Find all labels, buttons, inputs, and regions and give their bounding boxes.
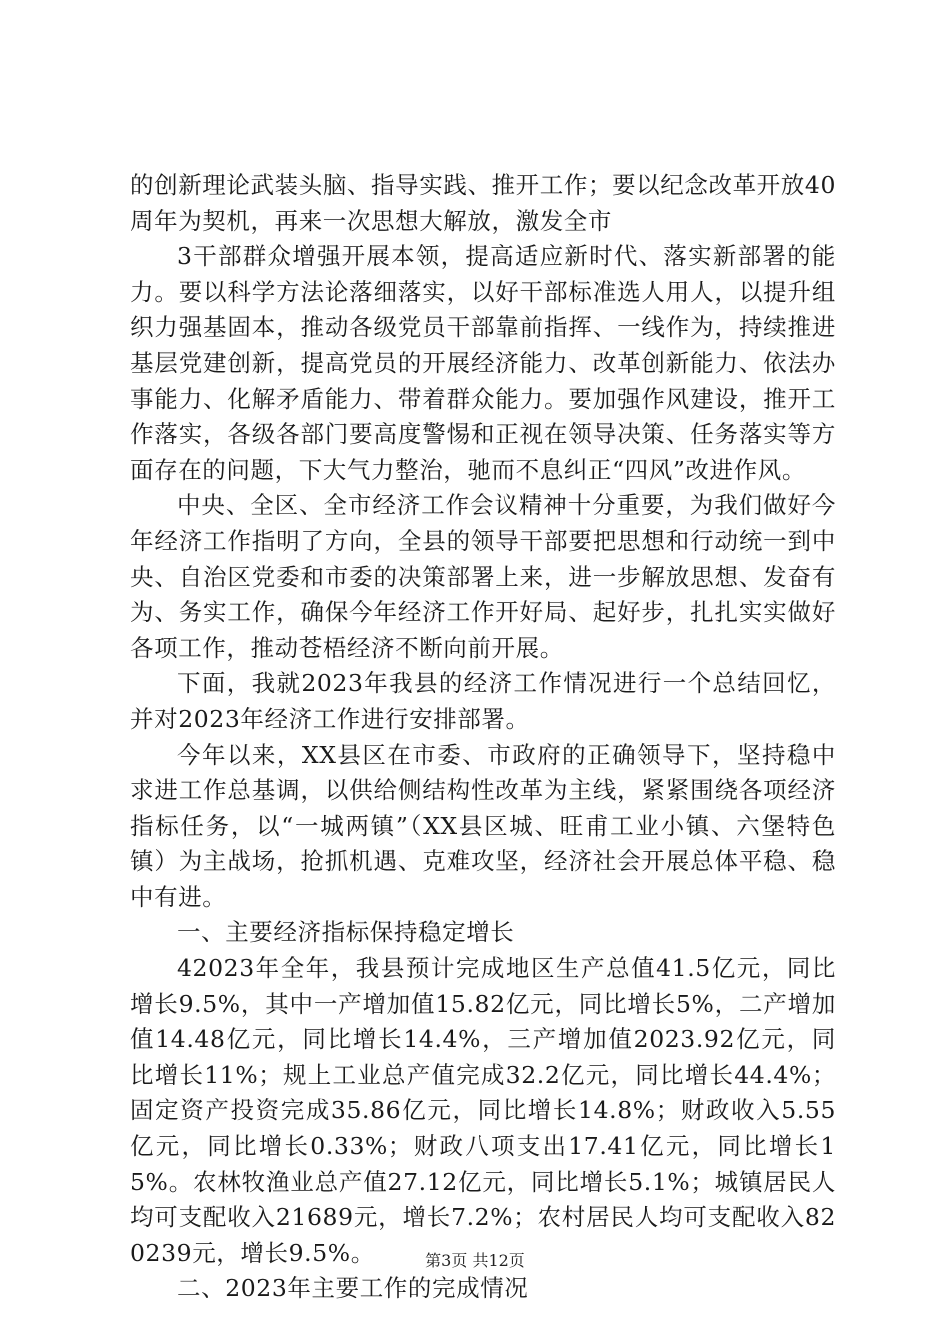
page-footer: 第3页 共12页 bbox=[425, 1251, 525, 1270]
paragraph-3: 中央、全区、全市经济工作会议精神十分重要，为我们做好今年经济工作指明了方向，全县的领导干部要把思想和行动统一到中央、自治区党委和市委的决策部署上来，进一步解放思想、发奋有为、务实工作，确保今年经济工作开好局、起好步，扎扎实实做好各项工作，推动苍梧经济不断向前开展。 bbox=[130, 491, 836, 662]
paragraph-2: 3干部群众增强开展本领，提高适应新时代、落实新部署的能力。要以科学方法论落细落实，以好干部标准选人用人，以提升组织力强基固本，推动各级党员干部靠前指挥、一线作为，持续推进基层党建创新，提高党员的开展经济能力、改革创新能力、依法办事能力、化解矛盾能力、带着群众能力。要加强作风建设，推开工作落实，各级各部门要高度警惕和正视在领导决策、任务落实等方面存在的问题，下大气力整治，驰而不息纠正“四风”改进作风。 bbox=[130, 242, 836, 484]
paragraph-4: 下面，我就2023年我县的经济工作情况进行一个总结回忆，并对2023年经济工作进行安排部署。 bbox=[130, 669, 836, 733]
section-heading-1: 一、主要经济指标保持稳定增长 bbox=[177, 918, 515, 947]
document-body bbox=[130, 168, 836, 1307]
section-heading-2: 二、2023年主要工作的完成情况 bbox=[177, 1274, 529, 1303]
paragraph-5: 今年以来，XX县区在市委、市政府的正确领导下，坚持稳中求进工作总基调，以供给侧结构性改革为主线，紧紧围绕各项经济指标任务，以“一城两镇”（XX县区城、旺甫工业小镇、六堡特色镇）为主战场，抢抓机遇、克难攻坚，经济社会开展总体平稳、稳中有进。 bbox=[130, 740, 836, 911]
paragraph-6: 42023年全年，我县预计完成地区生产总值41.5亿元，同比增长9.5%，其中一产增加值15.82亿元，同比增长5%，二产增加值14.48亿元，同比增长14.4%，三产增加值2023.92亿元，同比增长11%；规上工业总产值完成32.2亿元，同比增长44.4%；固定资产投资完成35.86亿元，同比增长14.8%；财政收入5.55亿元，同比增长0.33%；财政八项支出17.41亿元，同比增长15%。农林牧渔业总产值27.12亿元，同比增长5.1%；城镇居民人均可支配收入21689元，增长7.2%；农村居民人均可支配收入820239元，增长9.5%。 bbox=[130, 954, 836, 1267]
paragraph-1: 的创新理论武装头脑、指导实践、推开工作；要以纪念改革开放40周年为契机，再来一次思想大解放，激发全市 bbox=[130, 171, 836, 235]
